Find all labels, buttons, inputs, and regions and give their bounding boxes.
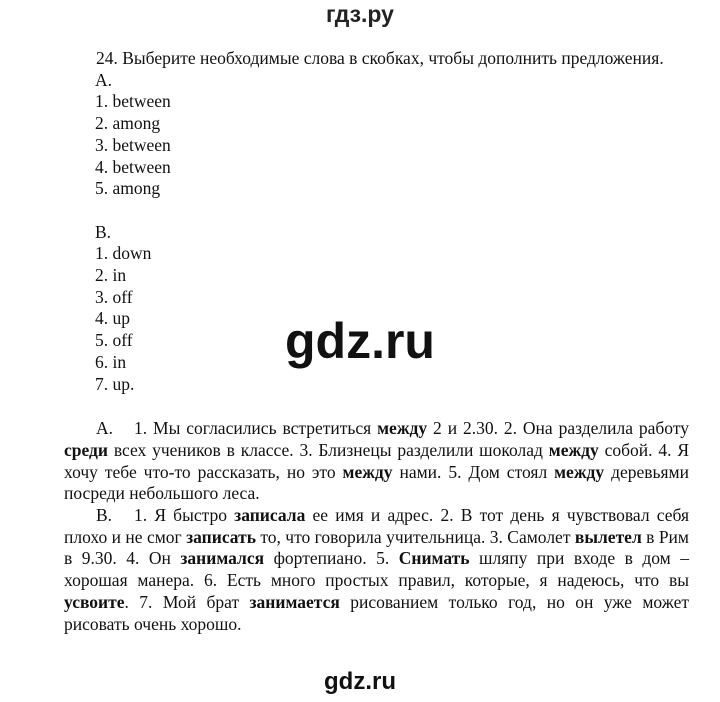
- answer-item: 4. between: [95, 156, 171, 177]
- section-label-b: B.: [95, 221, 112, 242]
- answer-item: 1. between: [95, 91, 171, 112]
- text-segment: 1. Я быстро: [134, 505, 235, 526]
- answer-item: 2. in: [95, 265, 127, 286]
- text-segment: 2 и 2.30. 2. Она разделила работу: [427, 418, 689, 439]
- translation-paragraph: [64, 505, 689, 635]
- text-segment: всех учеников в классе. 3. Близнецы разделили шоколад: [107, 439, 549, 460]
- translation-paragraph: [64, 418, 689, 505]
- highlighted-word: записать: [186, 526, 256, 547]
- highlighted-word: среди: [64, 439, 108, 460]
- text-segment: рисованием только год, но он уже может рисовать очень хорошо.: [64, 591, 690, 634]
- site-footer: gdz.ru: [324, 668, 396, 695]
- answer-item: 4. up: [95, 308, 130, 329]
- answer-item: 6. in: [95, 351, 127, 372]
- paragraph-label: A.: [96, 418, 114, 439]
- answer-item: 3. between: [95, 134, 171, 155]
- text-segment: фортепиано. 5.: [264, 548, 399, 569]
- highlighted-word: Снимать: [398, 548, 470, 569]
- highlighted-word: усвоите: [64, 591, 125, 612]
- answer-item: 7. up.: [95, 373, 135, 394]
- text-segment: собой. 4. Я хочу тебе что-то рассказать, но это: [64, 439, 689, 482]
- text-segment: ее имя и адрес. 2. В тот день я чувствовал себя плохо и не смог: [64, 505, 690, 547]
- paragraph-label: B.: [96, 505, 113, 526]
- highlighted-word: занимается: [249, 591, 340, 612]
- task-statement: 24. Выберите необходимые слова в скобках, чтобы дополнить предложения.: [96, 48, 664, 68]
- text-segment: то, что говорила учительница. 3. Самолет: [255, 526, 575, 547]
- answer-item: 5. off: [95, 330, 133, 351]
- section-label-a: A.: [95, 69, 113, 90]
- answer-item: 2. among: [95, 113, 161, 134]
- text-segment: нами. 5. Дом стоял: [392, 461, 555, 482]
- text-segment: шляпу при входе в дом – хорошая манера. 6. Есть много простых правил, которые, я надеюсь, что вы: [64, 548, 689, 591]
- answers-a: [64, 70, 689, 200]
- translations: [64, 418, 689, 635]
- highlighted-word: между: [377, 418, 428, 439]
- answer-item: 1. down: [95, 243, 152, 264]
- highlighted-word: записала: [234, 505, 306, 526]
- text-segment: деревьями посреди небольшого леса.: [64, 461, 689, 504]
- site-header: гдз.ру: [326, 1, 394, 27]
- text-segment: 1. Мы согласились встретиться: [134, 418, 378, 439]
- watermark: gdz.ru: [285, 313, 435, 369]
- text-segment: . 7. Мой брат: [124, 591, 250, 612]
- answer-item: 3. off: [95, 286, 133, 307]
- highlighted-word: между: [554, 461, 605, 482]
- highlighted-word: вылетел: [574, 526, 642, 547]
- highlighted-word: между: [342, 461, 393, 482]
- text-segment: в Рим в 9.30. 4. Он: [64, 526, 689, 569]
- highlighted-word: занимался: [180, 548, 265, 569]
- answer-item: 5. among: [95, 178, 161, 199]
- highlighted-word: между: [548, 439, 599, 460]
